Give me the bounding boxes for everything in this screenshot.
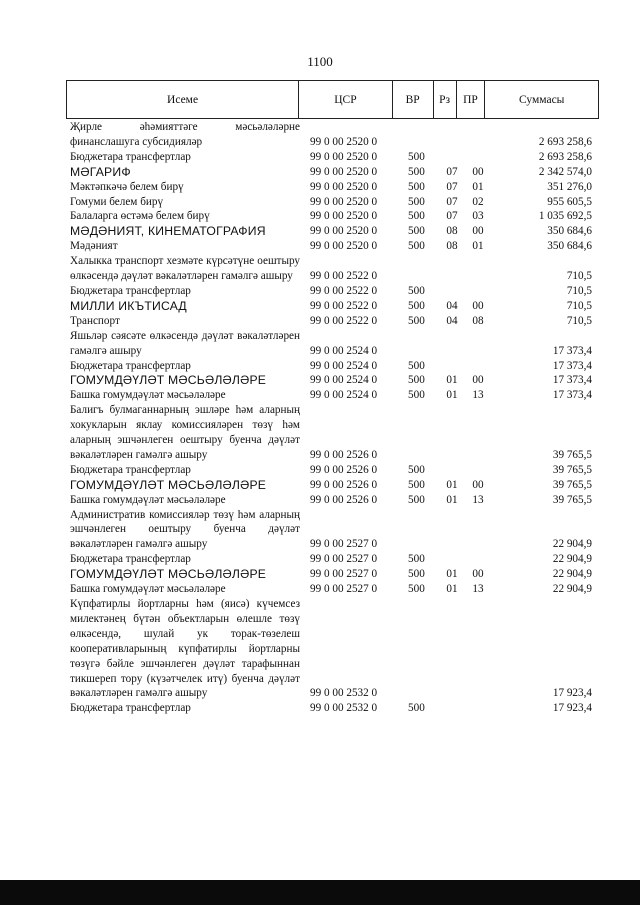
- row-sum: 17 923,4: [552, 687, 592, 700]
- table-row: [70, 165, 600, 180]
- table-row: [70, 209, 600, 224]
- row-sum: 350 684,6: [547, 240, 592, 253]
- row-name: ГОМУМДӘҮЛӘТ МӘСЬӘЛӘЛӘРЕ: [70, 373, 267, 388]
- table-body: [70, 120, 600, 716]
- row-name: МИЛЛИ ИКЪТИСАД: [70, 298, 187, 313]
- table-row: [70, 388, 600, 403]
- row-vr: 500: [408, 583, 425, 596]
- row-rz: 01: [446, 389, 458, 402]
- header-name: Исеме: [67, 81, 299, 118]
- row-pr: 00: [472, 374, 484, 387]
- row-name: Җирле әһәмияттәге мәсьәләләрне финанслашуга субсидияләр: [70, 121, 300, 148]
- row-vr: 500: [408, 150, 425, 163]
- header-pr: ПР: [457, 81, 486, 118]
- row-vr: 500: [408, 165, 425, 178]
- table-row: [70, 463, 600, 478]
- row-csr: 99 0 00 2520 0: [310, 165, 378, 178]
- row-sum: 22 904,9: [552, 553, 592, 566]
- row-vr: 500: [408, 314, 425, 327]
- row-pr: 02: [472, 195, 484, 208]
- row-name: Башка гомумдәүләт мәсьәләләре: [70, 493, 226, 506]
- row-sum: 2 342 574,0: [538, 165, 592, 178]
- row-pr: 00: [472, 478, 484, 491]
- row-rz: 01: [446, 583, 458, 596]
- row-pr: 13: [472, 493, 484, 506]
- table-row: [70, 299, 600, 314]
- row-pr: 00: [472, 165, 484, 178]
- row-rz: 07: [446, 180, 458, 193]
- row-csr: 99 0 00 2527 0: [310, 583, 378, 596]
- row-vr: 500: [408, 463, 425, 476]
- table-row: [70, 314, 600, 329]
- table-row: [70, 195, 600, 210]
- table-row: [70, 701, 600, 716]
- table-row: [70, 224, 600, 239]
- row-rz: 04: [446, 314, 458, 327]
- row-name: Яшьләр сәясәте өлкәсендә дәүләт вәкаләтләрен гамәлгә ашыру: [70, 329, 300, 357]
- row-pr: 08: [472, 314, 484, 327]
- row-sum: 17 373,4: [552, 389, 592, 402]
- table-row: [70, 254, 600, 284]
- page-number: 1100: [307, 54, 333, 69]
- row-name: Балаларга өстәмә белем бирү: [70, 210, 210, 223]
- row-vr: 500: [408, 478, 425, 491]
- row-sum: 710,5: [566, 270, 592, 283]
- row-csr: 99 0 00 2526 0: [310, 463, 378, 476]
- table-row: [70, 239, 600, 254]
- row-rz: 07: [446, 165, 458, 178]
- row-vr: 500: [408, 195, 425, 208]
- row-vr: 500: [408, 702, 425, 715]
- row-name: Башка гомумдәүләт мәсьәләләре: [70, 389, 226, 402]
- row-pr: 13: [472, 583, 484, 596]
- table-row: [70, 597, 600, 701]
- row-csr: 99 0 00 2527 0: [310, 568, 378, 581]
- row-sum: 955 605,5: [547, 195, 592, 208]
- row-vr: 500: [408, 374, 425, 387]
- row-sum: 2 693 258,6: [538, 150, 592, 163]
- header-rz: Рз: [434, 81, 457, 118]
- table-row: [70, 329, 600, 359]
- row-csr: 99 0 00 2520 0: [310, 210, 378, 223]
- row-rz: 08: [446, 225, 458, 238]
- row-name: МӘГАРИФ: [70, 164, 131, 179]
- row-sum: 22 904,9: [552, 583, 592, 596]
- table-row: [70, 120, 600, 150]
- row-csr: 99 0 00 2520 0: [310, 150, 378, 163]
- row-csr: 99 0 00 2522 0: [310, 299, 378, 312]
- row-name: Бюджетара трансфертлар: [70, 702, 191, 715]
- row-rz: 01: [446, 568, 458, 581]
- table-row: [70, 180, 600, 195]
- row-name: Күпфатирлы йортларны һәм (яисә) күчемсез милектәнең бүтән объектларын өлешле төзү өлкәсендә, шулай ук торак-төзелеш кооперативларының күпфатирлы йортларны төзүгә бәйле эшчәнлеген дәүләт тарафыннан тикшереп тору (күзәтчелек итү) буенча дәүләт вәкаләтләрен гамәлгә ашыру: [70, 598, 300, 700]
- table-row: [70, 403, 600, 463]
- row-name: ГОМУМДӘҮЛӘТ МӘСЬӘЛӘЛӘРЕ: [70, 477, 267, 492]
- row-sum: 17 373,4: [552, 359, 592, 372]
- row-sum: 39 765,5: [552, 493, 592, 506]
- row-csr: 99 0 00 2520 0: [310, 195, 378, 208]
- row-csr: 99 0 00 2532 0: [310, 687, 378, 700]
- row-pr: 01: [472, 180, 484, 193]
- row-csr: 99 0 00 2526 0: [310, 448, 378, 461]
- row-vr: 500: [408, 180, 425, 193]
- row-pr: 13: [472, 389, 484, 402]
- table-row: [70, 508, 600, 553]
- row-csr: 99 0 00 2524 0: [310, 344, 378, 357]
- row-vr: 500: [408, 359, 425, 372]
- row-vr: 500: [408, 240, 425, 253]
- table-row: [70, 567, 600, 582]
- row-name: Мәктәпкәчә белем бирү: [70, 180, 184, 193]
- row-csr: 99 0 00 2520 0: [310, 225, 378, 238]
- row-sum: 17 373,4: [552, 374, 592, 387]
- row-pr: 03: [472, 210, 484, 223]
- header-vr: ВР: [393, 81, 434, 118]
- row-csr: 99 0 00 2532 0: [310, 702, 378, 715]
- row-pr: 00: [472, 225, 484, 238]
- row-vr: 500: [408, 553, 425, 566]
- row-sum: 39 765,5: [552, 463, 592, 476]
- row-name: Башка гомумдәүләт мәсьәләләре: [70, 583, 226, 596]
- row-sum: 710,5: [566, 284, 592, 297]
- row-rz: 07: [446, 195, 458, 208]
- table-row: [70, 478, 600, 493]
- row-rz: 04: [446, 299, 458, 312]
- row-sum: 39 765,5: [552, 448, 592, 461]
- row-vr: 500: [408, 389, 425, 402]
- row-name: Балигъ булмаганнарның эшләре һәм аларның хокукларын яклау комиссияләрен төзү һәм аларның эшчәнлеген оештыру буенча дәүләт вәкаләтләрен гамәлгә ашыру: [70, 404, 300, 461]
- row-csr: 99 0 00 2520 0: [310, 135, 378, 148]
- row-sum: 1 035 692,5: [538, 210, 592, 223]
- row-vr: 500: [408, 225, 425, 238]
- row-rz: 07: [446, 210, 458, 223]
- row-pr: 00: [472, 568, 484, 581]
- row-sum: 710,5: [566, 299, 592, 312]
- row-pr: 00: [472, 299, 484, 312]
- row-name: Бюджетара трансфертлар: [70, 284, 191, 297]
- table-row: [70, 493, 600, 508]
- row-name: Бюджетара трансфертлар: [70, 553, 191, 566]
- row-sum: 17 373,4: [552, 344, 592, 357]
- table-row: [70, 150, 600, 165]
- row-sum: 22 904,9: [552, 538, 592, 551]
- header-csr: ЦСР: [299, 81, 393, 118]
- row-sum: 350 684,6: [547, 225, 592, 238]
- row-csr: 99 0 00 2527 0: [310, 538, 378, 551]
- row-sum: 351 276,0: [547, 180, 592, 193]
- row-name: Мәдәният: [70, 240, 118, 253]
- row-pr: 01: [472, 240, 484, 253]
- row-csr: 99 0 00 2522 0: [310, 284, 378, 297]
- row-name: Халыкка транспорт хезмәте күрсәтүне оештыру өлкәсендә дәүләт вәкаләтләрен гамәлгә ашыру: [70, 255, 300, 283]
- table-row: [70, 359, 600, 374]
- row-csr: 99 0 00 2524 0: [310, 359, 378, 372]
- row-sum: 22 904,9: [552, 568, 592, 581]
- row-sum: 39 765,5: [552, 478, 592, 491]
- row-csr: 99 0 00 2520 0: [310, 180, 378, 193]
- row-name: Бюджетара трансфертлар: [70, 359, 191, 372]
- row-csr: 99 0 00 2522 0: [310, 314, 378, 327]
- table-row: [70, 284, 600, 299]
- header-sum: Суммасы: [519, 93, 565, 106]
- row-vr: 500: [408, 493, 425, 506]
- row-rz: 01: [446, 478, 458, 491]
- row-csr: 99 0 00 2524 0: [310, 389, 378, 402]
- row-csr: 99 0 00 2524 0: [310, 374, 378, 387]
- table-row: [70, 552, 600, 567]
- row-name: МӘДӘНИЯТ, КИНЕМАТОГРАФИЯ: [70, 224, 266, 239]
- row-name: ГОМУМДӘҮЛӘТ МӘСЬӘЛӘЛӘРЕ: [70, 567, 267, 582]
- row-csr: 99 0 00 2526 0: [310, 493, 378, 506]
- table-row: [70, 582, 600, 597]
- row-csr: 99 0 00 2526 0: [310, 478, 378, 491]
- row-csr: 99 0 00 2522 0: [310, 270, 378, 283]
- scan-edge-bar: [0, 880, 640, 905]
- row-vr: 500: [408, 210, 425, 223]
- table-header: [66, 80, 599, 119]
- row-name: Транспорт: [70, 314, 120, 327]
- row-name: Бюджетара трансфертлар: [70, 150, 191, 163]
- row-vr: 500: [408, 284, 425, 297]
- row-name: Бюджетара трансфертлар: [70, 463, 191, 476]
- row-sum: 2 693 258,6: [538, 135, 592, 148]
- row-name: Гомуми белем бирү: [70, 195, 164, 208]
- row-sum: 710,5: [566, 314, 592, 327]
- row-rz: 08: [446, 240, 458, 253]
- row-csr: 99 0 00 2527 0: [310, 553, 378, 566]
- row-name: Административ комиссияләр төзү һәм аларның эшчәнлеген оештыру буенча дәүләт вәкаләтләрен гамәлгә ашыру: [70, 508, 300, 551]
- row-rz: 01: [446, 374, 458, 387]
- row-vr: 500: [408, 568, 425, 581]
- row-rz: 01: [446, 493, 458, 506]
- table-row: [70, 373, 600, 388]
- row-vr: 500: [408, 299, 425, 312]
- row-csr: 99 0 00 2520 0: [310, 240, 378, 253]
- row-sum: 17 923,4: [552, 702, 592, 715]
